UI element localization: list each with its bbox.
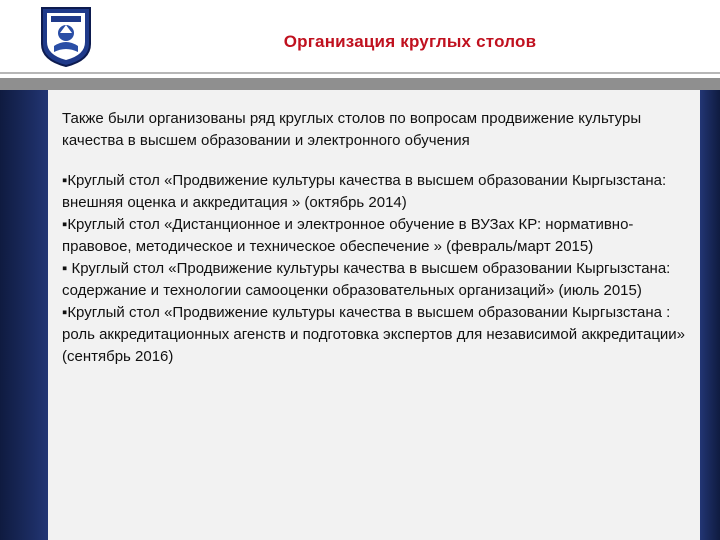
left-frame <box>0 90 48 540</box>
list-item: ▪Круглый стол «Продвижение культуры качества в высшем образовании Кыргызстана : роль аккредитационных агенств и подготовка экспертов для независимой аккредитации» (сентябрь 2016) <box>62 304 686 365</box>
right-frame <box>700 90 720 540</box>
divider <box>0 72 720 74</box>
emblem-icon <box>40 6 92 68</box>
page-title: Организация круглых столов <box>283 32 537 51</box>
list-item: ▪Круглый стол «Дистанционное и электронное обучение в ВУЗах КР: нормативно-правовое, методическое и техническое обеспечение » (февраль/март 2015) <box>62 216 634 255</box>
header <box>0 0 720 72</box>
intro-paragraph: Также были организованы ряд круглых столов по вопросам продвижение культуры качества в высшем образовании и электронного обучения <box>62 110 642 149</box>
list-item: ▪Круглый стол «Продвижение культуры качества в высшем образовании Кыргызстана: внешняя оценка и аккредитация » (октябрь 2014) <box>62 172 667 211</box>
divider <box>0 78 720 90</box>
list-item: ▪ Круглый стол «Продвижение культуры качества в высшем образовании Кыргызстана: содержание и технологии самооценки образовательных организаций» (июль 2015) <box>62 260 671 299</box>
content-area <box>48 90 700 540</box>
